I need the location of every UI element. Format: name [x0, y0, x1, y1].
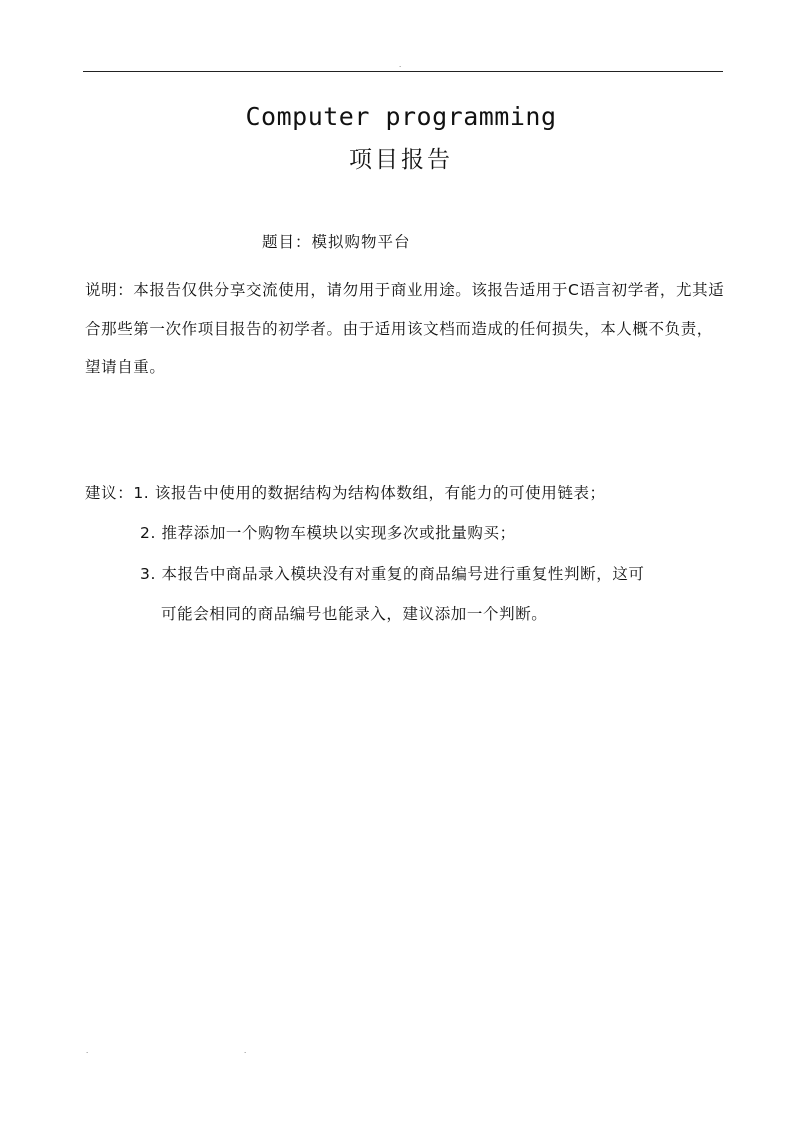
advice-item-number: 3. [140, 565, 156, 583]
advice-label: 建议： [85, 484, 134, 502]
advice-item-1 [85, 481, 606, 505]
advice-item-2 [140, 521, 516, 545]
advice-item-3-continuation: 可能会相同的商品编号也能录入，建议添加一个判断。 [161, 605, 548, 623]
advice-item-3 [140, 562, 645, 586]
note-paragraph: 说明：本报告仅供分享交流使用，请勿用于商业用途。该报告适用于C语言初学者，尤其适合那些第一次作项目报告的初学者。由于适用该文档而造成的任何损失，本人概不负责，望请自重。 [85, 281, 725, 376]
advice-item-text: 推荐添加一个购物车模块以实现多次或批量购买； [161, 524, 516, 542]
subject-line: 题目：模拟购物平台 [262, 233, 411, 251]
footer-dot-right: . [244, 1047, 247, 1055]
title-chinese: 项目报告 [349, 147, 453, 173]
advice-item-text: 该报告中使用的数据结构为结构体数组，有能力的可使用链表； [154, 484, 606, 502]
header-rule [83, 71, 723, 72]
footer-dot-left: . [86, 1047, 89, 1055]
advice-item-text: 本报告中商品录入模块没有对重复的商品编号进行重复性判断，这可 [161, 565, 645, 583]
advice-item-number: 2. [140, 524, 156, 542]
title-english: Computer programming [245, 102, 557, 131]
header-dot: . [399, 61, 402, 69]
advice-item-number: 1. [133, 484, 150, 502]
